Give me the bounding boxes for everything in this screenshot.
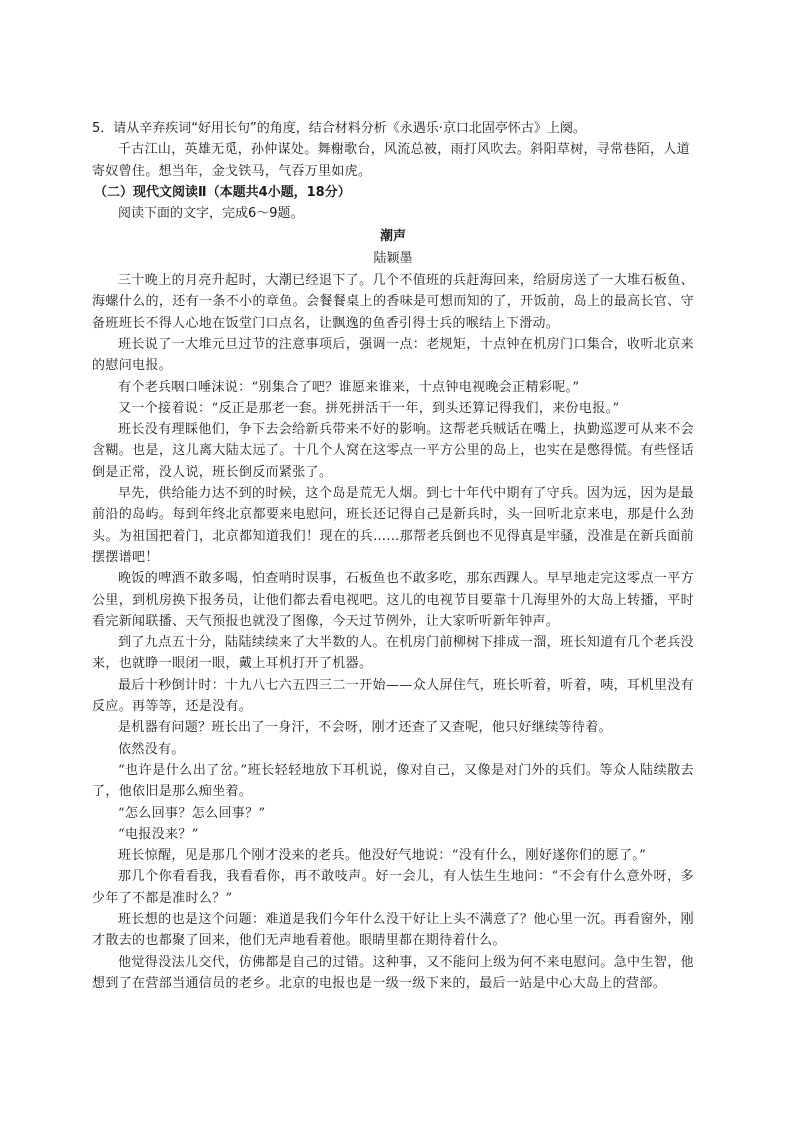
article-paragraph: “怎么回事？怎么回事？” xyxy=(118,805,266,821)
article-author: 陆颖墨 xyxy=(373,250,413,266)
reading-instruction: 阅读下面的文字，完成6～9题。 xyxy=(118,206,304,222)
article-paragraph: 有个老兵咽口唾沫说：“别集合了吧？谁愿来谁来，十点钟电视晚会正精彩呢。” xyxy=(118,379,580,395)
section-heading: （二）现代文阅读Ⅱ（本题共4小题，18分） xyxy=(94,184,351,200)
poem-text: 千古江山，英雄无觅，孙仲谋处。舞榭歌台，风流总被，雨打风吹去。斜阳草树，寻常巷陌，人道寄奴曾住。想当年，金戈铁马，气吞万里如虎。 xyxy=(92,142,690,179)
article-paragraph: 他觉得没法儿交代，仿佛都是自己的过错。这种事，又不能问上级为何不来电慰问。急中生智，他想到了在营部当通信员的老乡。北京的电报也是一级一级下来的，最后一站是中心大岛上的营部。 xyxy=(92,954,694,991)
article-paragraph: 早先，供给能力达不到的时候，这个岛是荒无人烟。到七十年代中期有了守兵。因为远，因为是最前沿的岛屿。每到年终北京都要来电慰问，班长还记得自己是新兵时，头一回听北京来电，那是什么劲头。为祖国把着门，北京都知道我们！现在的兵……那帮老兵倒也不见得真是牢骚，没准是在新兵面前摆摆谱吧！ xyxy=(92,486,694,565)
article-paragraph: 班长说了一大堆元旦过节的注意事项后，强调一点：老规矩，十点钟在机房门口集合，收听北京来的慰问电报。 xyxy=(92,336,694,374)
article-paragraph: 班长没有理睬他们，争下去会给新兵带来不好的影响。这帮老兵贼话在嘴上，执勤巡逻可从来不会含糊。也是，这儿离大陆太远了。十几个人窝在这零点一平方公里的岛上，也实在是憋得慌。有些怪话倒是正常，没人说，班长倒反而紧张了。 xyxy=(92,422,694,480)
article-paragraph: 依然没有。 xyxy=(118,741,185,757)
document-page xyxy=(92,118,694,994)
article-paragraph: 又一个接着说：“反正是那老一套。拼死拼活干一年，到头还算记得我们，来份电报。” xyxy=(118,400,620,416)
article-paragraph: 晚饭的啤酒不敢多喝，怕查哨时误事，石板鱼也不敢多吃，那东西踝人。早早地走完这零点一平方公里，到机房换下报务员，让他们都去看电视吧。这儿的电视节目要靠十几海里外的大岛上转播，平时看完新闻联播、天气预报也就没了图像，今天过节例外，让大家听听新年钟声。 xyxy=(92,571,694,629)
article-paragraph: “电报没来？” xyxy=(118,826,199,842)
article-paragraph: 三十晚上的月亮升起时，大潮已经退下了。几个不值班的兵赶海回来，给厨房送了一大堆石板鱼、海螺什么的，还有一条不小的章鱼。会餐餐桌上的香味是可想而知的了，开饭前，岛上的最高长官、守备班班长不得人心地在饭堂门口点名，让飘逸的鱼香引得士兵的喉结上下滑动。 xyxy=(92,273,694,331)
article-title: 潮声 xyxy=(379,229,406,245)
article-paragraph: 到了九点五十分，陆陆续续来了大半数的人。在机房门前柳树下排成一溜，班长知道有几个老兵没来，也就睁一眼闭一眼，戴上耳机打开了机器。 xyxy=(92,635,694,672)
article-paragraph: 班长惊醒，见是那几个刚才没来的老兵。他没好气地说：“没有什么，刚好遂你们的愿了。” xyxy=(118,848,647,864)
article-paragraph: 班长想的也是这个问题：难道是我们今年什么没干好让上头不满意了？他心里一沉。再看窗外，刚才散去的也都聚了回来，他们无声地看着他。眼睛里都在期待着什么。 xyxy=(92,911,694,949)
article-paragraph: “也许是什么出了岔。”班长轻轻地放下耳机说，像对自己，又像是对门外的兵们。等众人陆续散去了，他依旧是那么痴坐着。 xyxy=(92,762,694,800)
question-5: 5．请从辛弃疾词“好用长句”的角度，结合材料分析《永遇乐·京口北固亭怀古》上阕。 xyxy=(92,121,586,136)
article-paragraph: 最后十秒倒计时：十九八七六五四三二一开始——众人屏住气，班长听着，听着，咦，耳机里没有反应。再等等，还是没有。 xyxy=(92,677,694,715)
article-paragraph: 那几个你看看我，我看看你，再不敢吱声。好一会儿，有人怯生生地问：“不会有什么意外呀，多少年了不都是准时么？” xyxy=(92,869,694,906)
article-paragraph: 是机器有问题？班长出了一身汗，不会呀，刚才还查了又查呢，他只好继续等待着。 xyxy=(118,720,612,736)
